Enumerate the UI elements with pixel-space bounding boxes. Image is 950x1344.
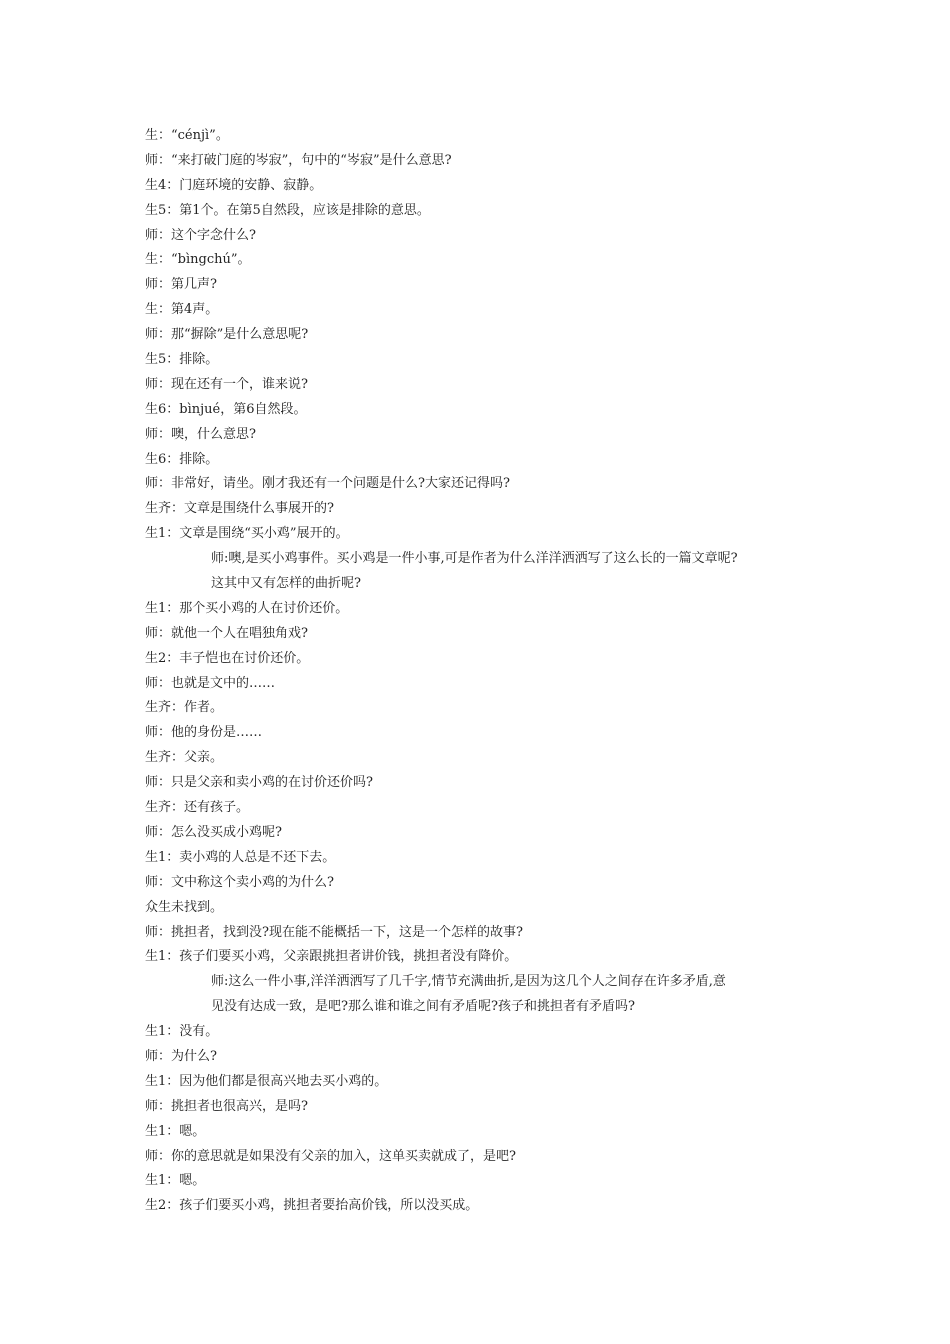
transcript-line: 生4：门庭环境的安静、寂静。 <box>145 177 323 193</box>
transcript-line: 师：挑担者也很高兴，是吗? <box>145 1098 308 1114</box>
dialogue-transcript <box>145 124 825 1219</box>
transcript-line: 生1：文章是围绕“买小鸡”展开的。 <box>145 526 349 542</box>
transcript-line: 师：非常好，请坐。刚才我还有一个问题是什么?大家还记得吗? <box>145 476 510 492</box>
transcript-line: 师：现在还有一个，谁来说? <box>145 376 308 392</box>
transcript-line: 师：挑担者，找到没?现在能不能概括一下，这是一个怎样的故事? <box>145 924 523 940</box>
transcript-line: 师：他的身份是…… <box>145 725 263 741</box>
transcript-line: 师：那“摒除”是什么意思呢? <box>145 327 309 343</box>
transcript-line: 生1：嗯。 <box>145 1123 206 1139</box>
transcript-line: 师:噢,是买小鸡事件。买小鸡是一件小事,可是作者为什么洋洋洒洒写了这么长的一篇文章呢? <box>211 551 738 567</box>
transcript-line: 生1：那个买小鸡的人在讨价还价。 <box>145 600 349 616</box>
transcript-line: 生：第4声。 <box>145 302 219 318</box>
transcript-line: 生齐：作者。 <box>145 700 224 716</box>
transcript-line: 见没有达成一致，是吧?那么谁和谁之间有矛盾呢?孩子和挑担者有矛盾吗? <box>211 999 635 1015</box>
transcript-line: 生：“bìngchú”。 <box>145 252 251 268</box>
transcript-line: 师：“来打破门庭的岑寂”，句中的“岑寂”是什么意思? <box>145 152 452 168</box>
transcript-line: 生2：孩子们要买小鸡，挑担者要抬高价钱，所以没买成。 <box>145 1198 479 1214</box>
transcript-line: 生1：嗯。 <box>145 1173 206 1189</box>
transcript-line: 生2：丰子恺也在讨价还价。 <box>145 650 310 666</box>
transcript-line: 师：怎么没买成小鸡呢? <box>145 824 282 840</box>
transcript-line: 生齐：父亲。 <box>145 750 224 766</box>
transcript-line: 众生未找到。 <box>145 899 224 915</box>
transcript-line: 师：这个字念什么? <box>145 227 256 243</box>
transcript-line: 这其中又有怎样的曲折呢? <box>211 576 361 592</box>
transcript-line: 师：噢，什么意思? <box>145 426 256 442</box>
transcript-line: 生6：bìnjué，第6自然段。 <box>145 401 307 417</box>
transcript-line: 师：也就是文中的…… <box>145 675 276 691</box>
transcript-line: 师：你的意思就是如果没有父亲的加入，这单买卖就成了，是吧? <box>145 1148 516 1164</box>
transcript-line: 生5：排除。 <box>145 352 219 368</box>
transcript-line: 生1：卖小鸡的人总是不还下去。 <box>145 849 336 865</box>
transcript-line: 生6：排除。 <box>145 451 219 467</box>
transcript-line: 生1：没有。 <box>145 1024 219 1040</box>
transcript-line: 生：“cénjì”。 <box>145 128 229 143</box>
transcript-line: 师：第几声? <box>145 277 217 293</box>
transcript-line: 生齐：还有孩子。 <box>145 800 250 816</box>
transcript-line: 生5：第1个。在第5自然段，应该是排除的意思。 <box>145 202 430 218</box>
transcript-line: 师：只是父亲和卖小鸡的在讨价还价吗? <box>145 775 373 791</box>
transcript-line: 生齐：文章是围绕什么事展开的? <box>145 501 334 517</box>
transcript-line: 师:这么一件小事,洋洋洒洒写了几千字,情节充满曲折,是因为这几个人之间存在许多矛盾,意 <box>211 974 726 990</box>
transcript-line: 师：就他一个人在唱独角戏? <box>145 625 308 641</box>
transcript-line: 师：为什么? <box>145 1048 217 1064</box>
transcript-line: 生1：因为他们都是很高兴地去买小鸡的。 <box>145 1073 388 1089</box>
transcript-line: 生1：孩子们要买小鸡，父亲跟挑担者讲价钱，挑担者没有降价。 <box>145 949 518 965</box>
transcript-line: 师：文中称这个卖小鸡的为什么? <box>145 874 334 890</box>
